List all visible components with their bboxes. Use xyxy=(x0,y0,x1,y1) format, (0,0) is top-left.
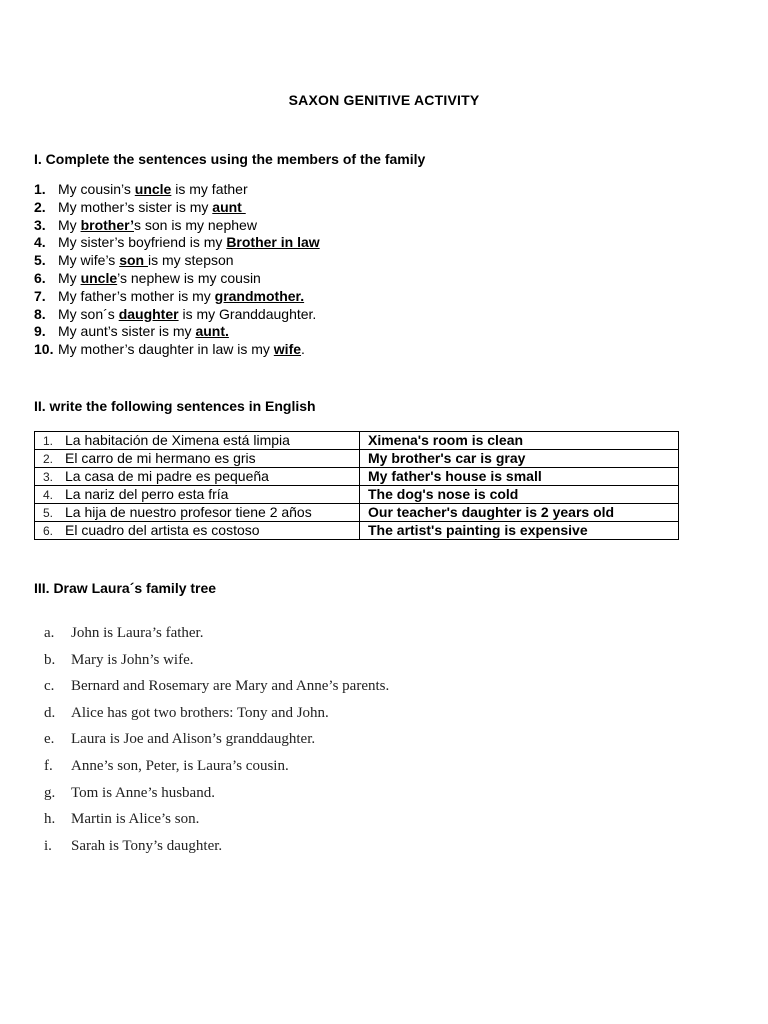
spanish-cell xyxy=(35,504,360,522)
table-row xyxy=(35,504,679,522)
clue-item xyxy=(44,673,389,700)
sentence-text-before: My cousin’s xyxy=(58,181,135,197)
clue-text: Mary is John’s wife. xyxy=(71,651,194,668)
sentence-item xyxy=(34,323,320,341)
sentence-text-before: My father’s mother is my xyxy=(58,287,215,304)
page-title: SAXON GENITIVE ACTIVITY xyxy=(288,92,480,108)
english-translation: The artist's painting is expensive xyxy=(360,522,679,540)
row-number: 1. xyxy=(43,434,54,448)
table-row xyxy=(35,486,679,504)
clue-item xyxy=(44,780,389,807)
sentence-number: 1. xyxy=(34,181,46,197)
sentence-text-after: is my Granddaughter. xyxy=(178,305,317,322)
english-translation: My brother's car is gray xyxy=(360,450,679,468)
sentence-answer: brother’ xyxy=(80,216,134,233)
sentence-text-before: My sister’s boyfriend is my xyxy=(58,234,227,251)
english-translation: Ximena's room is clean xyxy=(360,432,679,450)
clue-item xyxy=(44,647,389,674)
clue-letter: d. xyxy=(44,704,56,721)
clue-text: Anne’s son, Peter, is Laura’s cousin. xyxy=(71,757,289,774)
sentence-number: 8. xyxy=(34,305,46,322)
clue-text: Laura is Joe and Alison’s granddaughter. xyxy=(71,731,316,748)
sentence-text-after: ’s nephew is my cousin xyxy=(117,269,261,286)
sentence-item xyxy=(34,252,320,270)
clue-item xyxy=(44,620,389,647)
section-3-heading: III. Draw Laura´s family tree xyxy=(34,580,217,596)
clue-text: Bernard and Rosemary are Mary and Anne’s parents. xyxy=(71,678,390,695)
sentence-number: 2. xyxy=(34,198,46,215)
spanish-cell xyxy=(35,468,360,486)
sentence-item xyxy=(34,288,320,306)
spanish-sentence: La casa de mi padre es pequeña xyxy=(65,468,269,484)
translation-table xyxy=(34,431,679,540)
sentence-text-before: My mother’s sister is my xyxy=(58,198,213,215)
spanish-sentence: La nariz del perro esta fría xyxy=(65,486,229,502)
spanish-cell xyxy=(35,486,360,504)
sentence-answer: Brother in law xyxy=(226,234,320,251)
row-number: 4. xyxy=(43,488,54,502)
sentence-text-after: is my stepson xyxy=(147,252,234,269)
sentence-list xyxy=(34,181,320,359)
sentence-item xyxy=(34,306,320,324)
clue-text: Sarah is Tony’s daughter. xyxy=(71,837,223,854)
english-translation: My father's house is small xyxy=(360,468,679,486)
spanish-sentence: La habitación de Ximena está limpia xyxy=(65,432,290,448)
clue-item xyxy=(44,700,389,727)
section-1-heading: I. Complete the sentences using the members of the family xyxy=(34,151,426,167)
sentence-text-before: My son´s xyxy=(58,305,119,322)
clue-item xyxy=(44,726,389,753)
clue-item xyxy=(44,833,389,860)
spanish-sentence: El cuadro del artista es costoso xyxy=(65,522,260,538)
sentence-text-before: My xyxy=(58,216,81,233)
sentence-item xyxy=(34,199,320,217)
sentence-item xyxy=(34,341,320,359)
spanish-sentence: La hija de nuestro profesor tiene 2 años xyxy=(65,504,312,520)
table-row xyxy=(35,468,679,486)
sentence-text-after: is my father xyxy=(171,181,248,197)
clue-text: Alice has got two brothers: Tony and John. xyxy=(71,704,329,721)
row-number: 5. xyxy=(43,506,54,520)
spanish-cell xyxy=(35,450,360,468)
sentence-answer: son xyxy=(119,252,148,269)
sentence-text-before: My aunt’s sister is my xyxy=(58,323,196,340)
spanish-sentence: El carro de mi hermano es gris xyxy=(65,450,256,466)
sentence-item xyxy=(34,234,320,252)
section-2-heading: II. write the following sentences in English xyxy=(34,398,316,414)
clue-letter: i. xyxy=(44,837,52,854)
table-row xyxy=(35,522,679,540)
table-row xyxy=(35,432,679,450)
sentence-answer: wife xyxy=(273,341,302,358)
sentence-number: 4. xyxy=(34,234,46,251)
sentence-text-after: . xyxy=(301,341,305,358)
clue-text: John is Laura’s father. xyxy=(71,625,204,641)
sentence-number: 3. xyxy=(34,216,46,233)
sentence-answer: uncle xyxy=(80,269,118,286)
spanish-cell xyxy=(35,432,360,450)
table-row xyxy=(35,450,679,468)
row-number: 6. xyxy=(43,524,54,538)
clue-letter: f. xyxy=(44,757,53,774)
sentence-number: 7. xyxy=(34,287,46,304)
sentence-number: 6. xyxy=(34,269,46,286)
sentence-answer: uncle xyxy=(134,181,172,197)
clue-text: Tom is Anne’s husband. xyxy=(71,784,215,801)
sentence-answer: aunt xyxy=(212,198,246,215)
sentence-answer: daughter xyxy=(118,305,179,322)
sentence-text-after: s son is my nephew xyxy=(133,216,257,233)
clue-text: Martin is Alice’s son. xyxy=(71,811,200,828)
sentence-answer: grandmother. xyxy=(214,287,305,304)
sentence-item xyxy=(34,181,320,199)
clue-letter: e. xyxy=(44,731,55,748)
clue-letter: c. xyxy=(44,678,55,695)
sentence-number: 5. xyxy=(34,252,46,269)
spanish-cell xyxy=(35,522,360,540)
clue-letter: a. xyxy=(44,625,55,641)
sentence-text-before: My wife’s xyxy=(58,252,120,269)
clue-letter: h. xyxy=(44,811,56,828)
clue-letter: g. xyxy=(44,784,56,801)
row-number: 3. xyxy=(43,470,54,484)
english-translation: The dog's nose is cold xyxy=(360,486,679,504)
clue-item xyxy=(44,753,389,780)
sentence-item xyxy=(34,217,320,235)
sentence-number: 10. xyxy=(34,341,54,358)
family-tree-clue-list xyxy=(44,620,389,859)
sentence-number: 9. xyxy=(34,323,46,340)
english-translation: Our teacher's daughter is 2 years old xyxy=(360,504,679,522)
sentence-item xyxy=(34,270,320,288)
sentence-text-before: My mother’s daughter in law is my xyxy=(58,341,274,358)
sentence-text-before: My xyxy=(58,269,81,286)
sentence-answer: aunt. xyxy=(195,323,229,340)
row-number: 2. xyxy=(43,452,54,466)
clue-letter: b. xyxy=(44,651,56,668)
clue-item xyxy=(44,806,389,833)
